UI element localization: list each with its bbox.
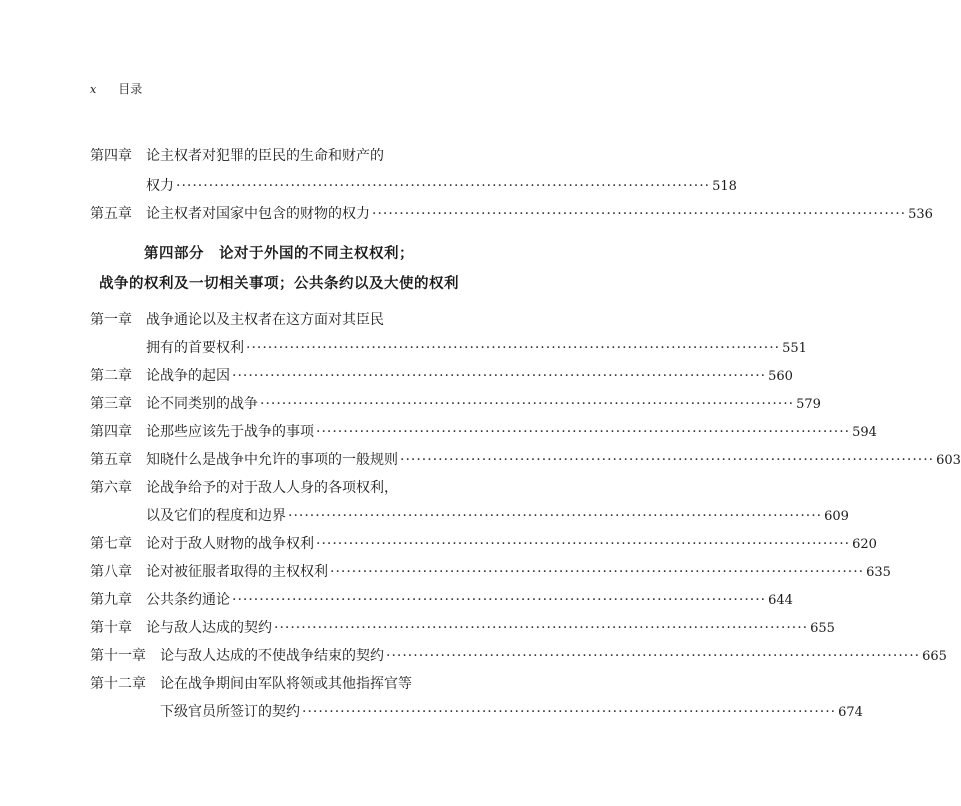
toc-entry[interactable] [90, 646, 947, 667]
toc-entry[interactable] [90, 534, 877, 555]
chapter-number: 第四章 [90, 424, 132, 440]
leader-dots [330, 562, 864, 582]
leader-dots [232, 366, 766, 386]
chapter-number: 第九章 [90, 592, 132, 608]
page-ref: 644 [768, 593, 793, 608]
chapter-title: 论主权者对国家中包含的财物的权力 [146, 206, 370, 222]
toc-entry[interactable] [90, 146, 448, 166]
leader-dots [400, 450, 934, 470]
page-ref: 609 [824, 509, 849, 524]
chapter-number: 第五章 [90, 206, 132, 222]
chapter-title: 论主权者对犯罪的臣民的生命和财产的 [146, 148, 384, 164]
chapter-number: 第八章 [90, 564, 132, 580]
page-ref: 603 [936, 453, 961, 468]
chapter-title: 论对于敌人财物的战争权利 [146, 536, 314, 552]
chapter-title: 论战争给予的对于敌人人身的各项权利， [146, 480, 398, 496]
page-ref: 635 [866, 565, 891, 580]
leader-dots [176, 176, 710, 196]
leader-dots [246, 338, 780, 358]
chapter-title: 论不同类别的战争 [146, 396, 258, 412]
chapter-title: 论与敌人达成的不使战争结束的契约 [160, 648, 384, 664]
leader-dots [288, 506, 822, 526]
chapter-title-continued: 拥有的首要权利 [146, 340, 244, 356]
toc-entry[interactable] [90, 478, 448, 498]
chapter-title: 论对被征服者取得的主权权利 [146, 564, 328, 580]
chapter-number: 第十章 [90, 620, 132, 636]
chapter-title: 知晓什么是战争中允许的事项的一般规则 [146, 452, 398, 468]
leader-dots [232, 590, 766, 610]
leader-dots [316, 422, 850, 442]
leader-dots [274, 618, 808, 638]
page-ref: 551 [782, 341, 807, 356]
toc-entry[interactable] [90, 422, 877, 443]
toc-entry-continuation[interactable] [90, 506, 849, 527]
toc-entry[interactable] [90, 394, 821, 415]
chapter-number: 第七章 [90, 536, 132, 552]
leader-dots [260, 394, 794, 414]
toc-entry[interactable] [90, 590, 793, 611]
chapter-title-continued: 权力 [146, 178, 174, 194]
leader-dots [316, 534, 850, 554]
chapter-title: 论与敌人达成的契约 [146, 620, 272, 636]
chapter-number: 第十一章 [90, 648, 146, 664]
page-ref: 579 [796, 397, 821, 412]
chapter-number: 第五章 [90, 452, 132, 468]
page-ref: 536 [908, 207, 933, 222]
part-subtitle: 战争的权利及一切相关事项；公共条约以及大使的权利 [99, 276, 459, 292]
chapter-number: 第三章 [90, 396, 132, 412]
page-ref: 665 [922, 649, 947, 664]
toc-entry-continuation[interactable] [90, 702, 863, 723]
toc-entry-continuation[interactable] [90, 176, 737, 197]
toc-entry[interactable] [90, 562, 891, 583]
chapter-title: 战争通论以及主权者在这方面对其臣民 [146, 312, 384, 328]
part-title: 第四部分 论对于外国的不同主权权利； [144, 246, 414, 262]
toc-entry[interactable] [90, 618, 835, 639]
leader-dots [302, 702, 836, 722]
running-title: 目录 [118, 82, 143, 96]
toc-entry[interactable] [90, 366, 793, 387]
chapter-title: 论在战争期间由军队将领或其他指挥官等 [160, 676, 412, 692]
page-ref: 655 [810, 621, 835, 636]
page-ref: 620 [852, 537, 877, 552]
chapter-title: 论战争的起因 [146, 368, 230, 384]
chapter-number: 第十二章 [90, 676, 146, 692]
chapter-number: 第二章 [90, 368, 132, 384]
leader-dots [372, 204, 906, 224]
toc-entry[interactable] [90, 310, 448, 330]
toc-entry[interactable] [90, 450, 961, 471]
toc-entry-continuation[interactable] [90, 338, 807, 359]
toc-entry[interactable] [90, 204, 933, 225]
page-ref: 674 [838, 705, 863, 720]
page-ref: 594 [852, 425, 877, 440]
toc-entry[interactable] [90, 674, 448, 694]
chapter-number: 第一章 [90, 312, 132, 328]
leader-dots [386, 646, 920, 666]
running-header [90, 80, 142, 97]
chapter-number: 第四章 [90, 148, 132, 164]
chapter-number: 第六章 [90, 480, 132, 496]
chapter-title-continued: 下级官员所签订的契约 [160, 704, 300, 720]
page-ref: 560 [768, 369, 793, 384]
chapter-title: 论那些应该先于战争的事项 [146, 424, 314, 440]
page-ref: 518 [712, 179, 737, 194]
page-number: x [90, 83, 97, 96]
chapter-title: 公共条约通论 [146, 592, 230, 608]
chapter-title-continued: 以及它们的程度和边界 [146, 508, 286, 524]
